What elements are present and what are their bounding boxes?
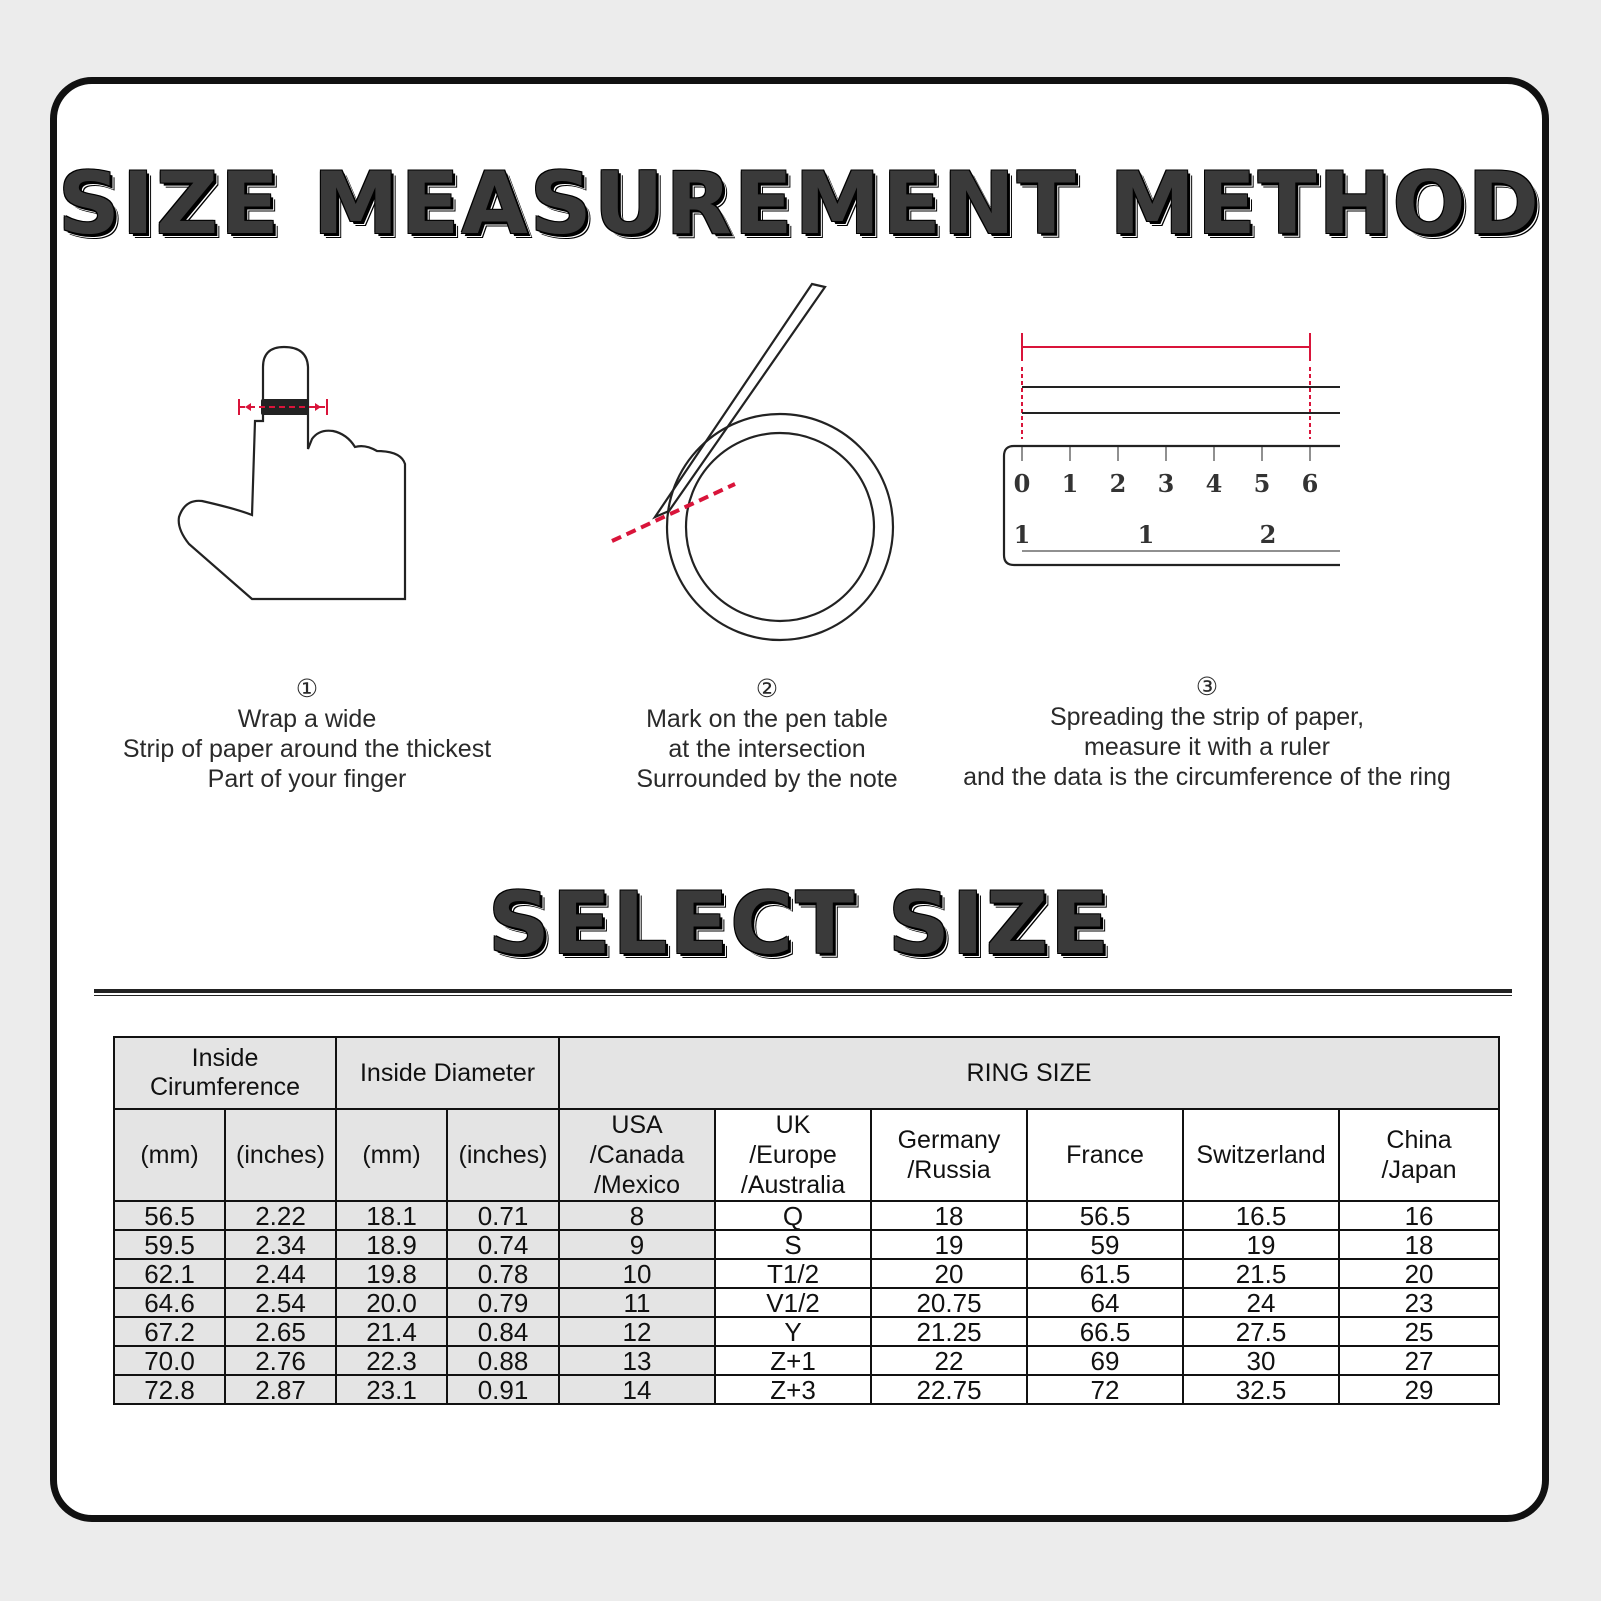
table-cell: 19 [871, 1230, 1027, 1259]
table-cell: 69 [1027, 1346, 1183, 1375]
table-row [114, 1230, 1499, 1259]
table-cell: 2.54 [225, 1288, 336, 1317]
table-cell: 64 [1027, 1288, 1183, 1317]
step-3-line-3: and the data is the circumference of the ring [963, 763, 1451, 791]
ruler-label-1: 1 [1061, 469, 1079, 498]
table-body [114, 1201, 1499, 1404]
table-cell: Z+1 [715, 1346, 871, 1375]
step-2-line-2: at the intersection [668, 735, 866, 763]
table-cell: 21.5 [1183, 1259, 1339, 1288]
subheader-china: China /Japan [1339, 1109, 1499, 1201]
table-cell: 20.75 [871, 1288, 1027, 1317]
table-cell: 22 [871, 1346, 1027, 1375]
ruler-label-6: 6 [1301, 469, 1319, 498]
table-cell: 27 [1339, 1346, 1499, 1375]
subheader-france: France [1027, 1109, 1183, 1201]
table-cell: 21.25 [871, 1317, 1027, 1346]
ruler-inch-label-b: 1 [1137, 520, 1155, 549]
table-cell: 18 [871, 1201, 1027, 1230]
table-cell: 22.75 [871, 1375, 1027, 1404]
step-2-line-1: Mark on the pen table [646, 705, 888, 733]
step-2-line-3: Surrounded by the note [636, 765, 898, 793]
table-row [114, 1375, 1499, 1404]
step-3-line-2: measure it with a ruler [1084, 733, 1330, 761]
table-cell: 2.44 [225, 1259, 336, 1288]
table-cell: 13 [559, 1346, 715, 1375]
table-subheader-row [114, 1109, 1499, 1201]
table-cell: 0.84 [447, 1317, 559, 1346]
ring-size-table [113, 1036, 1500, 1405]
table-cell: 18 [1339, 1230, 1499, 1259]
table-cell: Z+3 [715, 1375, 871, 1404]
table-cell: 19 [1183, 1230, 1339, 1259]
step-2-number: ② [755, 675, 779, 703]
table-cell: 19.8 [336, 1259, 447, 1288]
table-cell: 22.3 [336, 1346, 447, 1375]
step-1-line-3: Part of your finger [207, 765, 407, 793]
table-cell: 12 [559, 1317, 715, 1346]
table-cell: 72.8 [114, 1375, 225, 1404]
table-cell: 30 [1183, 1346, 1339, 1375]
table-cell: 70.0 [114, 1346, 225, 1375]
table-cell: 0.88 [447, 1346, 559, 1375]
select-size-title: SELECT SIZE [488, 874, 1111, 974]
table-cell: Y [715, 1317, 871, 1346]
table-cell: 59.5 [114, 1230, 225, 1259]
table-row [114, 1317, 1499, 1346]
section-divider [94, 989, 1512, 996]
table-cell: 59 [1027, 1230, 1183, 1259]
table-cell: 2.87 [225, 1375, 336, 1404]
table-cell: 21.4 [336, 1317, 447, 1346]
table-cell: 18.9 [336, 1230, 447, 1259]
method-title: SIZE MEASUREMENT METHOD [58, 154, 1541, 254]
header-inside-diameter: Inside Diameter [336, 1037, 559, 1109]
ruler-inch-label-a: 1 [1013, 520, 1031, 549]
table-cell: 64.6 [114, 1288, 225, 1317]
step-3-number: ③ [1195, 673, 1219, 701]
step-1-line-1: Wrap a wide [237, 705, 377, 733]
step-3-line-1: Spreading the strip of paper, [1049, 703, 1365, 731]
table-cell: 9 [559, 1230, 715, 1259]
table-cell: 29 [1339, 1375, 1499, 1404]
table-cell: 66.5 [1027, 1317, 1183, 1346]
ruler-label-5: 5 [1253, 469, 1271, 498]
table-cell: 56.5 [1027, 1201, 1183, 1230]
subheader-circ-inches: (inches) [225, 1109, 336, 1201]
table-cell: 20.0 [336, 1288, 447, 1317]
table-cell: 14 [559, 1375, 715, 1404]
step-1-text [87, 674, 527, 794]
table-cell: 20 [871, 1259, 1027, 1288]
ruler-label-4: 4 [1205, 469, 1223, 498]
subheader-usa: USA /Canada /Mexico [559, 1109, 715, 1201]
subheader-diam-mm: (mm) [336, 1109, 447, 1201]
header-inside-circumference: Inside Cirumference [114, 1037, 336, 1109]
ruler-label-0: 0 [1013, 469, 1031, 498]
table-cell: 0.71 [447, 1201, 559, 1230]
ruler-inch-label-c: 2 [1259, 520, 1277, 549]
subheader-diam-inches: (inches) [447, 1109, 559, 1201]
table-cell: 27.5 [1183, 1317, 1339, 1346]
table-cell: 0.91 [447, 1375, 559, 1404]
table-cell: Q [715, 1201, 871, 1230]
table-cell: 0.74 [447, 1230, 559, 1259]
step-3-text [937, 672, 1477, 792]
table-cell: 23.1 [336, 1375, 447, 1404]
table-cell: 11 [559, 1288, 715, 1317]
table-cell: 56.5 [114, 1201, 225, 1230]
table-cell: 32.5 [1183, 1375, 1339, 1404]
table-cell: 2.65 [225, 1317, 336, 1346]
table-row [114, 1346, 1499, 1375]
table-cell: 18.1 [336, 1201, 447, 1230]
table-cell: V1/2 [715, 1288, 871, 1317]
table-row [114, 1201, 1499, 1230]
table-cell: S [715, 1230, 871, 1259]
ruler-illustration [992, 319, 1342, 579]
table-cell: 16 [1339, 1201, 1499, 1230]
subheader-circ-mm: (mm) [114, 1109, 225, 1201]
table-cell: 2.76 [225, 1346, 336, 1375]
subheader-germany: Germany /Russia [871, 1109, 1027, 1201]
strip-loop-illustration [597, 279, 897, 649]
table-cell: 2.22 [225, 1201, 336, 1230]
table-cell: 24 [1183, 1288, 1339, 1317]
table-cell: 8 [559, 1201, 715, 1230]
table-cell: 2.34 [225, 1230, 336, 1259]
table-cell: T1/2 [715, 1259, 871, 1288]
table-cell: 0.79 [447, 1288, 559, 1317]
step-1-line-2: Strip of paper around the thickest [122, 735, 492, 763]
table-cell: 61.5 [1027, 1259, 1183, 1288]
table-cell: 20 [1339, 1259, 1499, 1288]
table-row [114, 1259, 1499, 1288]
ruler-label-2: 2 [1109, 469, 1127, 498]
step-2-text [577, 674, 957, 794]
table-cell: 0.78 [447, 1259, 559, 1288]
table-cell: 62.1 [114, 1259, 225, 1288]
table-cell: 10 [559, 1259, 715, 1288]
table-group-header-row [114, 1037, 1499, 1109]
size-guide-card [50, 77, 1549, 1522]
table-cell: 72 [1027, 1375, 1183, 1404]
table-row [114, 1288, 1499, 1317]
table-cell: 67.2 [114, 1317, 225, 1346]
table-cell: 16.5 [1183, 1201, 1339, 1230]
step-1-number: ① [295, 675, 319, 703]
subheader-switzerland: Switzerland [1183, 1109, 1339, 1201]
ruler-label-3: 3 [1157, 469, 1175, 498]
table-cell: 23 [1339, 1288, 1499, 1317]
finger-strip-illustration [177, 339, 417, 609]
header-ring-size: RING SIZE [559, 1037, 1499, 1109]
table-cell: 25 [1339, 1317, 1499, 1346]
subheader-uk: UK /Europe /Australia [715, 1109, 871, 1201]
